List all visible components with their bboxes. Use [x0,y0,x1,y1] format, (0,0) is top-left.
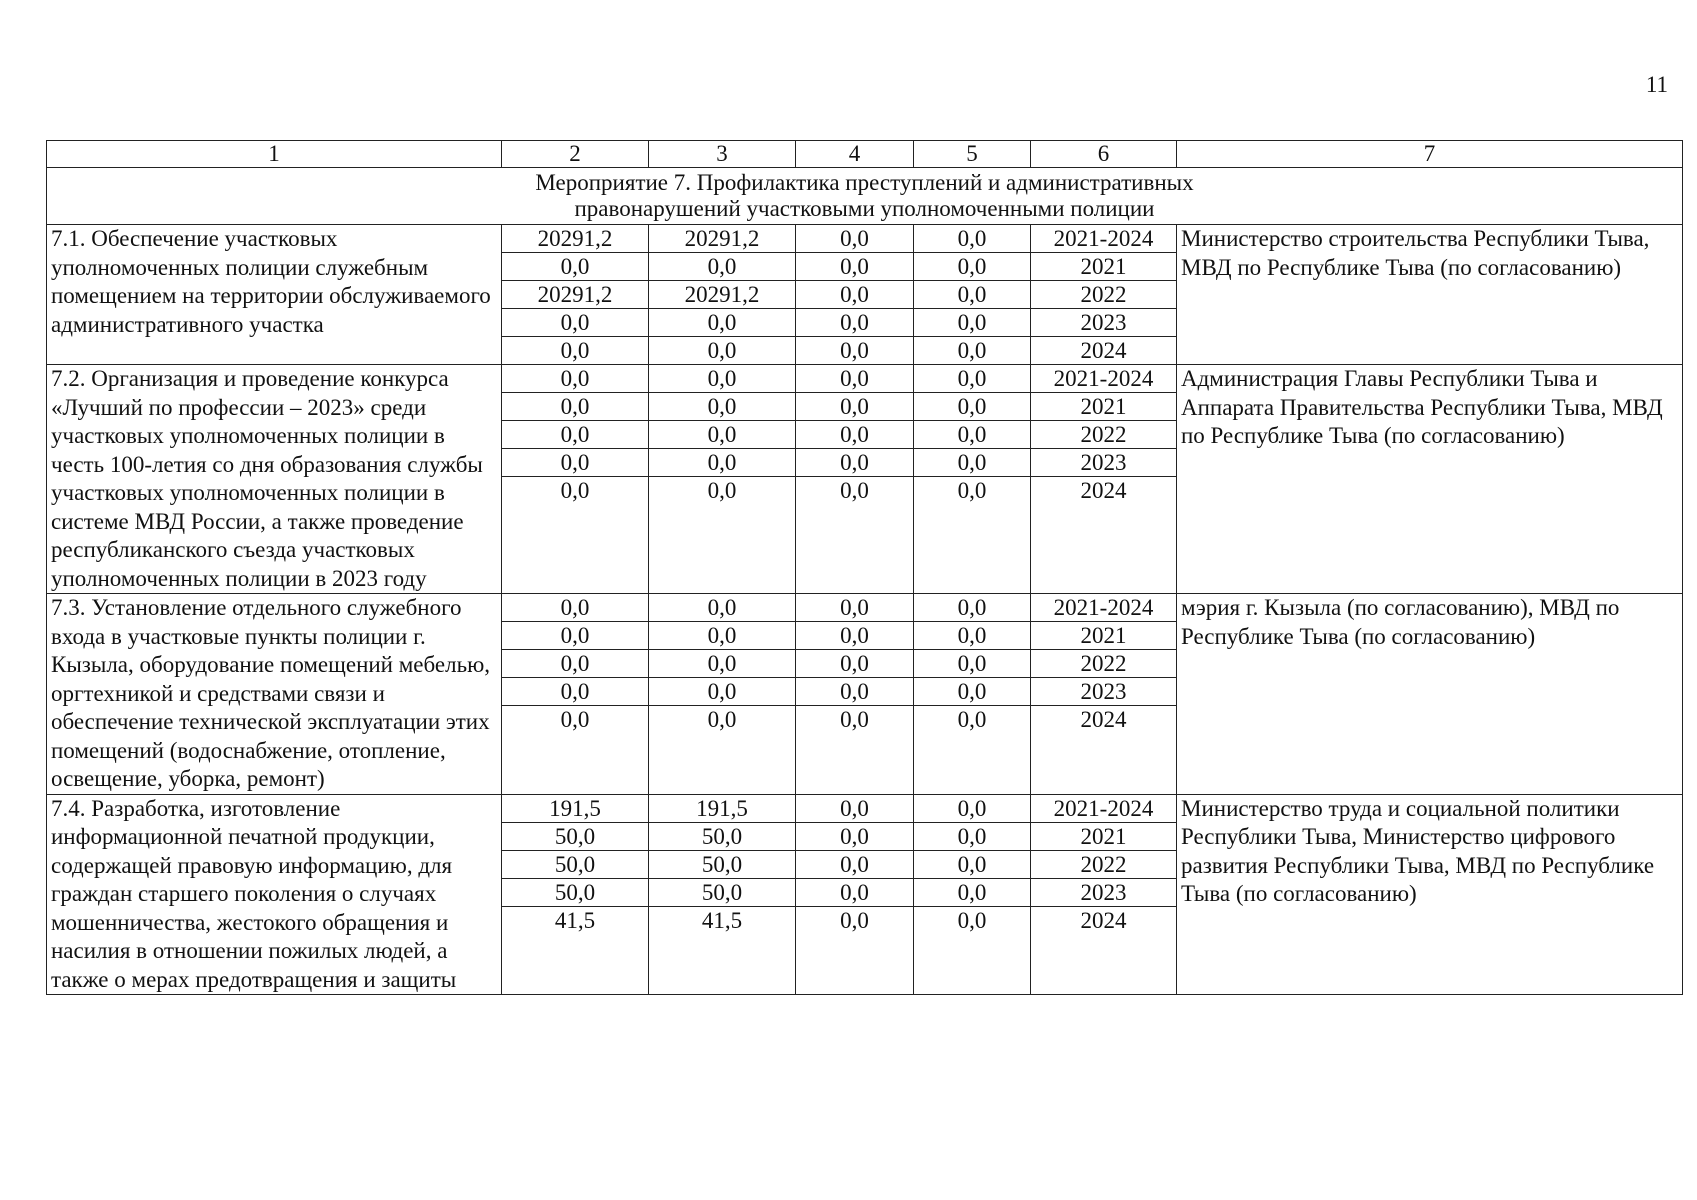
period-cell: 2021 [1031,822,1177,850]
funding-cell: 0,0 [914,477,1031,594]
funding-cell: 0,0 [914,421,1031,449]
section-row [47,168,1683,225]
funding-cell: 0,0 [649,393,796,421]
funding-cell: 41,5 [502,906,649,995]
period-cell: 2022 [1031,421,1177,449]
funding-cell: 0,0 [502,421,649,449]
column-number: 6 [1031,141,1177,168]
funding-cell: 0,0 [796,650,914,678]
funding-cell: 50,0 [649,822,796,850]
activity-name: 7.2. Организация и проведение конкурса «Лучший по профессии – 2023» среди участковых уполномоченных полиции в честь 100-летия со дня образования службы участковых уполномоченных полиции в системе МВД России, а также проведение республиканского съезда участковых уполномоченных полиции в 2023 году [47,365,502,594]
funding-cell: 0,0 [649,477,796,594]
funding-cell: 0,0 [796,878,914,906]
period-cell: 2023 [1031,449,1177,477]
funding-cell: 0,0 [649,365,796,393]
funding-cell: 0,0 [914,650,1031,678]
funding-cell: 0,0 [796,449,914,477]
funding-cell: 0,0 [796,678,914,706]
section-title-line: Мероприятие 7. Профилактика преступлений и административных [535,170,1194,195]
funding-cell: 0,0 [796,253,914,281]
funding-cell: 0,0 [649,337,796,365]
funding-cell: 50,0 [649,850,796,878]
funding-cell: 0,0 [914,281,1031,309]
table-row [47,365,1683,393]
period-cell: 2024 [1031,906,1177,995]
funding-cell: 0,0 [914,309,1031,337]
funding-cell: 0,0 [914,449,1031,477]
section-title [47,168,1683,225]
funding-cell: 0,0 [796,594,914,622]
column-number: 2 [502,141,649,168]
funding-cell: 0,0 [796,906,914,995]
funding-cell: 0,0 [796,421,914,449]
funding-cell: 0,0 [914,706,1031,795]
funding-cell: 0,0 [796,794,914,822]
funding-cell: 0,0 [649,449,796,477]
column-number: 5 [914,141,1031,168]
funding-cell: 0,0 [649,253,796,281]
funding-cell: 0,0 [796,393,914,421]
funding-cell: 0,0 [502,706,649,795]
table-row [47,794,1683,822]
funding-cell: 0,0 [502,594,649,622]
executor: мэрия г. Кызыла (по согласованию), МВД по Республике Тыва (по согласованию) [1177,594,1683,795]
period-cell: 2023 [1031,878,1177,906]
program-table [46,140,1683,995]
period-cell: 2021-2024 [1031,594,1177,622]
funding-cell: 0,0 [796,281,914,309]
activity-name: 7.1. Обеспечение участковых уполномоченных полиции служебным помещением на территории обслуживаемого административного участка [47,225,502,365]
funding-cell: 20291,2 [649,225,796,253]
funding-cell: 0,0 [502,365,649,393]
funding-cell: 0,0 [914,878,1031,906]
period-cell: 2023 [1031,678,1177,706]
period-cell: 2021-2024 [1031,225,1177,253]
period-cell: 2022 [1031,281,1177,309]
activity-name: 7.3. Установление отдельного служебного входа в участковые пункты полиции г. Кызыла, оборудование помещений мебелью, оргтехникой и средствами связи и обеспечение технической эксплуатации этих помещений (водоснабжение, отопление, освещение, уборка, ремонт) [47,594,502,795]
funding-cell: 0,0 [914,906,1031,995]
section-title-line: правонарушений участковыми уполномоченными полиции [574,196,1155,221]
funding-cell: 0,0 [649,594,796,622]
period-cell: 2021 [1031,393,1177,421]
column-number: 4 [796,141,914,168]
funding-cell: 0,0 [914,225,1031,253]
funding-cell: 0,0 [502,393,649,421]
funding-cell: 0,0 [796,309,914,337]
executor: Администрация Главы Республики Тыва и Аппарата Правительства Республики Тыва, МВД по Республике Тыва (по согласованию) [1177,365,1683,594]
period-cell: 2024 [1031,337,1177,365]
funding-cell: 0,0 [796,225,914,253]
executor: Министерство труда и социальной политики Республики Тыва, Министерство цифрового развития Республики Тыва, МВД по Республике Тыва (по согласованию) [1177,794,1683,995]
period-cell: 2024 [1031,477,1177,594]
funding-cell: 41,5 [649,906,796,995]
funding-cell: 0,0 [502,309,649,337]
column-number: 7 [1177,141,1683,168]
funding-cell: 0,0 [502,678,649,706]
period-cell: 2022 [1031,850,1177,878]
funding-cell: 0,0 [914,850,1031,878]
funding-cell: 50,0 [649,878,796,906]
column-number-row [47,141,1683,168]
funding-cell: 50,0 [502,850,649,878]
funding-cell: 0,0 [796,365,914,393]
funding-cell: 0,0 [502,622,649,650]
funding-cell: 0,0 [796,850,914,878]
funding-cell: 0,0 [796,477,914,594]
funding-cell: 0,0 [502,449,649,477]
funding-cell: 0,0 [649,421,796,449]
period-cell: 2024 [1031,706,1177,795]
funding-cell: 191,5 [502,794,649,822]
column-number: 3 [649,141,796,168]
funding-cell: 0,0 [796,622,914,650]
funding-cell: 0,0 [914,822,1031,850]
activity-name: 7.4. Разработка, изготовление информационной печатной продукции, содержащей правовую информацию, для граждан старшего поколения о случаях мошенничества, жестокого обращения и насилия в отношении пожилых людей, а также о мерах предотвращения и защиты [47,794,502,995]
page-number: 11 [1645,72,1668,97]
funding-cell: 50,0 [502,878,649,906]
funding-cell: 191,5 [649,794,796,822]
funding-cell: 0,0 [914,594,1031,622]
period-cell: 2021-2024 [1031,794,1177,822]
funding-cell: 0,0 [502,253,649,281]
funding-cell: 0,0 [502,337,649,365]
funding-cell: 0,0 [914,253,1031,281]
funding-cell: 20291,2 [502,225,649,253]
period-cell: 2021-2024 [1031,365,1177,393]
funding-cell: 0,0 [502,650,649,678]
funding-cell: 0,0 [914,794,1031,822]
funding-cell: 0,0 [649,309,796,337]
funding-cell: 0,0 [796,337,914,365]
funding-cell: 50,0 [502,822,649,850]
funding-cell: 0,0 [649,706,796,795]
period-cell: 2023 [1031,309,1177,337]
table-row [47,594,1683,622]
period-cell: 2022 [1031,650,1177,678]
funding-cell: 0,0 [649,678,796,706]
funding-cell: 0,0 [914,622,1031,650]
funding-cell: 0,0 [649,622,796,650]
funding-cell: 0,0 [914,393,1031,421]
funding-cell: 20291,2 [502,281,649,309]
funding-cell: 0,0 [796,822,914,850]
period-cell: 2021 [1031,253,1177,281]
funding-cell: 0,0 [914,337,1031,365]
funding-cell: 0,0 [914,365,1031,393]
funding-cell: 20291,2 [649,281,796,309]
funding-cell: 0,0 [502,477,649,594]
period-cell: 2021 [1031,622,1177,650]
column-number: 1 [47,141,502,168]
funding-cell: 0,0 [796,706,914,795]
table-row [47,225,1683,253]
funding-cell: 0,0 [649,650,796,678]
executor: Министерство строительства Республики Тыва, МВД по Республике Тыва (по согласованию) [1177,225,1683,365]
funding-cell: 0,0 [914,678,1031,706]
